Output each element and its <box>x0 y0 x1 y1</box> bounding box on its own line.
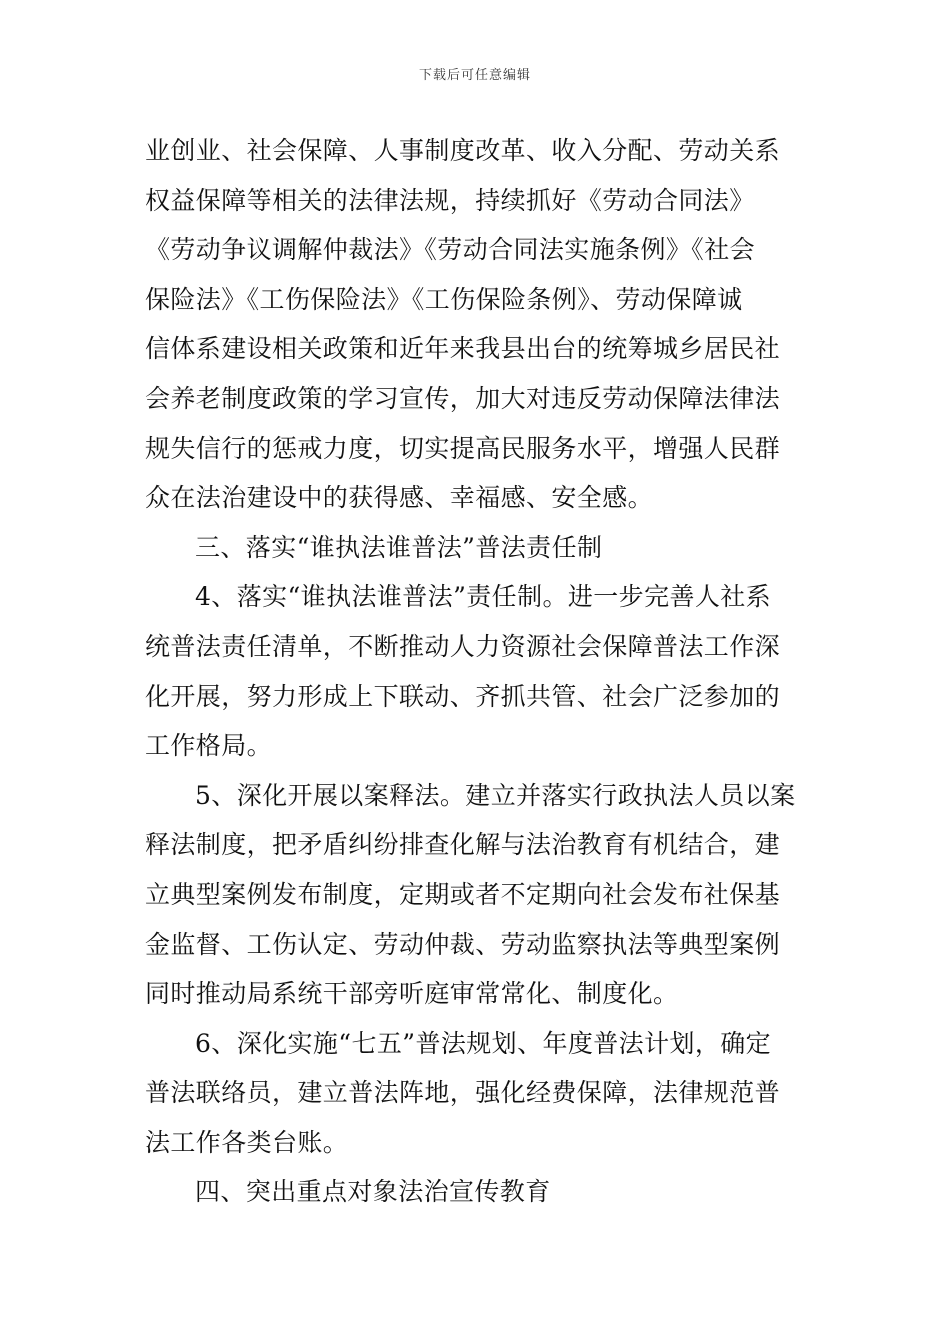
paragraph-line: 信体系建设相关政策和近年来我县出台的统筹城乡居民社 <box>145 334 781 364</box>
paragraph-line: 普法联络员，建立普法阵地，强化经费保障，法律规范普 <box>145 1078 781 1108</box>
paragraph-line: 释法制度，把矛盾纠纷排查化解与法治教育有机结合，建 <box>145 830 781 860</box>
paragraph-line: 化开展，努力形成上下联动、齐抓共管、社会广泛参加的 <box>145 681 781 711</box>
paragraph-line: 5、深化开展以案释法。建立并落实行政执法人员以案 <box>195 780 796 810</box>
paragraph-line: 同时推动局系统干部旁听庭审常常化、制度化。 <box>145 979 679 1009</box>
paragraph-line: 立典型案例发布制度，定期或者不定期向社会发布社保基 <box>145 879 781 909</box>
paragraph-line: 统普法责任清单，不断推动人力资源社会保障普法工作深 <box>145 631 781 661</box>
document-body <box>145 126 805 1217</box>
paragraph-line: 权益保障等相关的法律法规，持续抓好《劳动合同法》 <box>145 185 755 215</box>
paragraph-line: 法工作各类台账。 <box>145 1127 349 1157</box>
paragraph-line: 4、落实“谁执法谁普法”责任制。进一步完善人社系 <box>195 582 772 612</box>
section-heading: 四、突出重点对象法治宣传教育 <box>195 1177 551 1207</box>
paragraph-line: 《劳动争议调解仲裁法》《劳动合同法实施条例》《社会 <box>145 235 756 265</box>
section-heading: 三、落实“谁执法谁普法”普法责任制 <box>195 532 603 562</box>
paragraph-line: 保险法》《工伤保险法》《工伤保险条例》、劳动保障诚 <box>145 284 743 314</box>
paragraph-line: 会养老制度政策的学习宣传，加大对违反劳动保障法律法 <box>145 383 781 413</box>
paragraph-line: 规失信行的惩戒力度，切实提高民服务水平，增强人民群 <box>145 433 781 463</box>
paragraph-line: 众在法治建设中的获得感、幸福感、安全感。 <box>145 483 654 513</box>
paragraph-line: 工作格局。 <box>145 731 273 761</box>
paragraph-line: 业创业、社会保障、人事制度改革、收入分配、劳动关系 <box>145 136 781 165</box>
paragraph-line: 6、深化实施“七五”普法规划、年度普法计划，确定 <box>195 1028 772 1058</box>
page-header: 下载后可任意编辑 <box>418 68 531 83</box>
paragraph-line: 金监督、工伤认定、劳动仲裁、劳动监察执法等典型案例 <box>145 929 781 959</box>
